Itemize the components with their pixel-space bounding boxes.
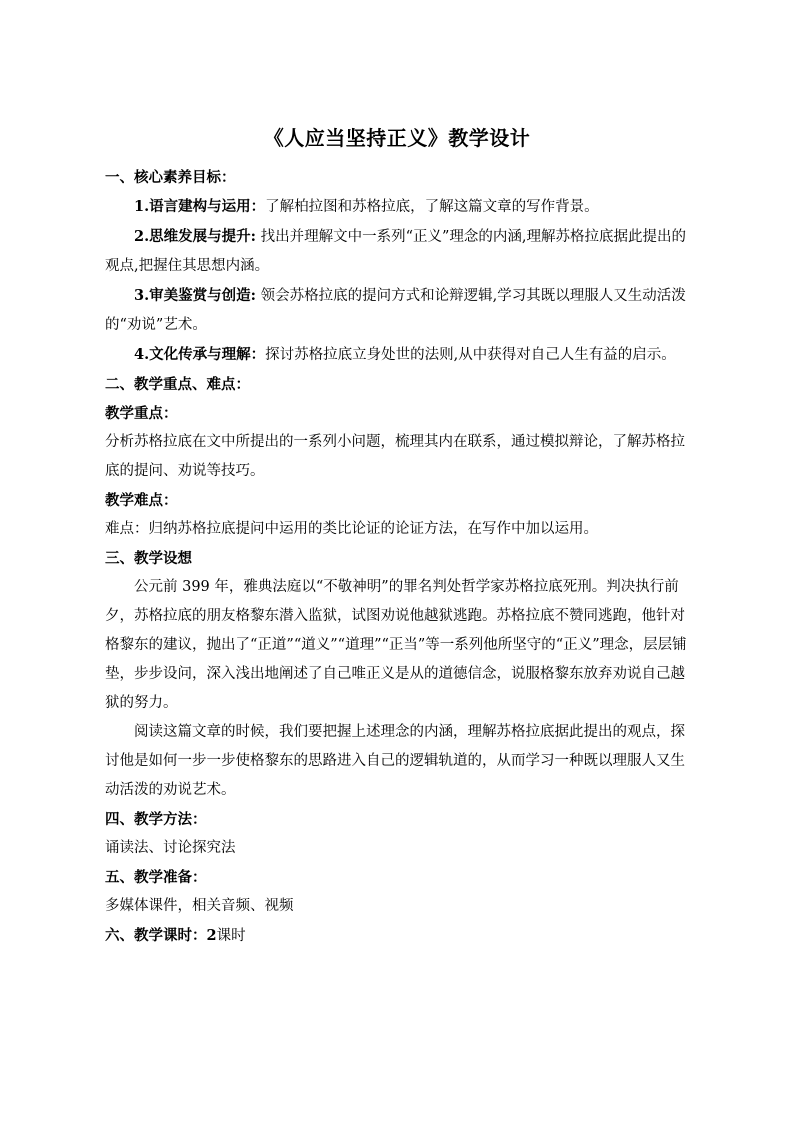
key-point-label: 教学重点： — [105, 405, 178, 422]
class-hours-unit: 课时 — [216, 928, 246, 944]
design-paragraph-1: 公元前 399 年，雅典法庭以“不敬神明”的罪名判处哲学家苏格拉底死刑。判决执行前夕，苏格拉底的朋友格黎东潜入监狱，试图劝说他越狱逃跑。苏格拉底不赞同逃跑，他针对格黎东的建议，抛出了“正道”“道义”“道理”“正当”等一系列他所坚守的“正义”理念，层层铺垫，步步设问，深入浅出地阐述了自己唯正义是从的道德信念，说服格黎东放弃劝说自己越狱的努力。 — [105, 579, 687, 711]
section-heading-preparation: 五、教学准备： — [105, 869, 207, 886]
design-paragraph-2: 阅读这篇文章的时候，我们要把握上述理念的内涵，理解苏格拉底据此提出的观点，探讨他是如何一步一步使格黎东的思路进入自己的逻辑轨道的，从而学习一种既以理服人又生动活泼的劝说艺术。 — [105, 724, 685, 798]
document-title: 《人应当坚持正义》教学设计 — [263, 126, 531, 150]
goal-item-2 — [105, 222, 693, 281]
goal-item-4 — [105, 340, 693, 370]
class-hours-label: 六、教学课时： — [105, 927, 207, 944]
goal-item-lead: 2.思维发展与提升: — [134, 228, 256, 245]
section-heading-methods: 四、教学方法： — [105, 811, 207, 828]
preparation-text: 多媒体课件，相关音频、视频 — [105, 898, 294, 914]
goal-item-text: 探讨苏格拉底立身处世的法则,从中获得对自己人生有益的启示。 — [265, 347, 676, 363]
goal-item-text: 找出并理解文中一系列“正义”理念的内涵,理解苏格拉底据此提出的观点,把握住其思想内涵。 — [105, 229, 687, 274]
difficult-point-text: 难点：归纳苏格拉底提问中运用的类比论证的论证方法，在写作中加以运用。 — [105, 521, 598, 537]
key-point-text: 分析苏格拉底在文中所提出的一系列小问题，梳理其内在联系，通过模拟辩论，了解苏格拉底的提问、劝说等技巧。 — [105, 434, 685, 479]
section-heading-class-hours — [105, 921, 693, 951]
goal-item-1 — [105, 192, 693, 222]
goal-item-text: 领会苏格拉底的提问方式和论辩逻辑,学习其既以理服人又生动活泼的“劝说”艺术。 — [105, 288, 686, 333]
goal-item-lead: 3.审美鉴赏与创造: — [134, 287, 256, 304]
methods-text: 诵读法、讨论探究法 — [105, 840, 236, 856]
class-hours-value: 2 — [206, 927, 217, 944]
document-body — [105, 163, 693, 951]
section-heading-key-points: 二、教学重点、难点： — [105, 376, 250, 393]
difficult-point-label: 教学难点： — [105, 492, 178, 509]
section-heading-design: 三、教学设想 — [105, 550, 192, 567]
section-heading-goals: 一、核心素养目标： — [105, 169, 236, 186]
goal-item-3 — [105, 281, 693, 340]
goal-item-lead: 4.文化传承与理解： — [134, 346, 266, 363]
goal-item-lead: 1.语言建构与运用： — [134, 198, 266, 215]
goal-item-text: 了解柏拉图和苏格拉底，了解这篇文章的写作背景。 — [265, 199, 599, 215]
